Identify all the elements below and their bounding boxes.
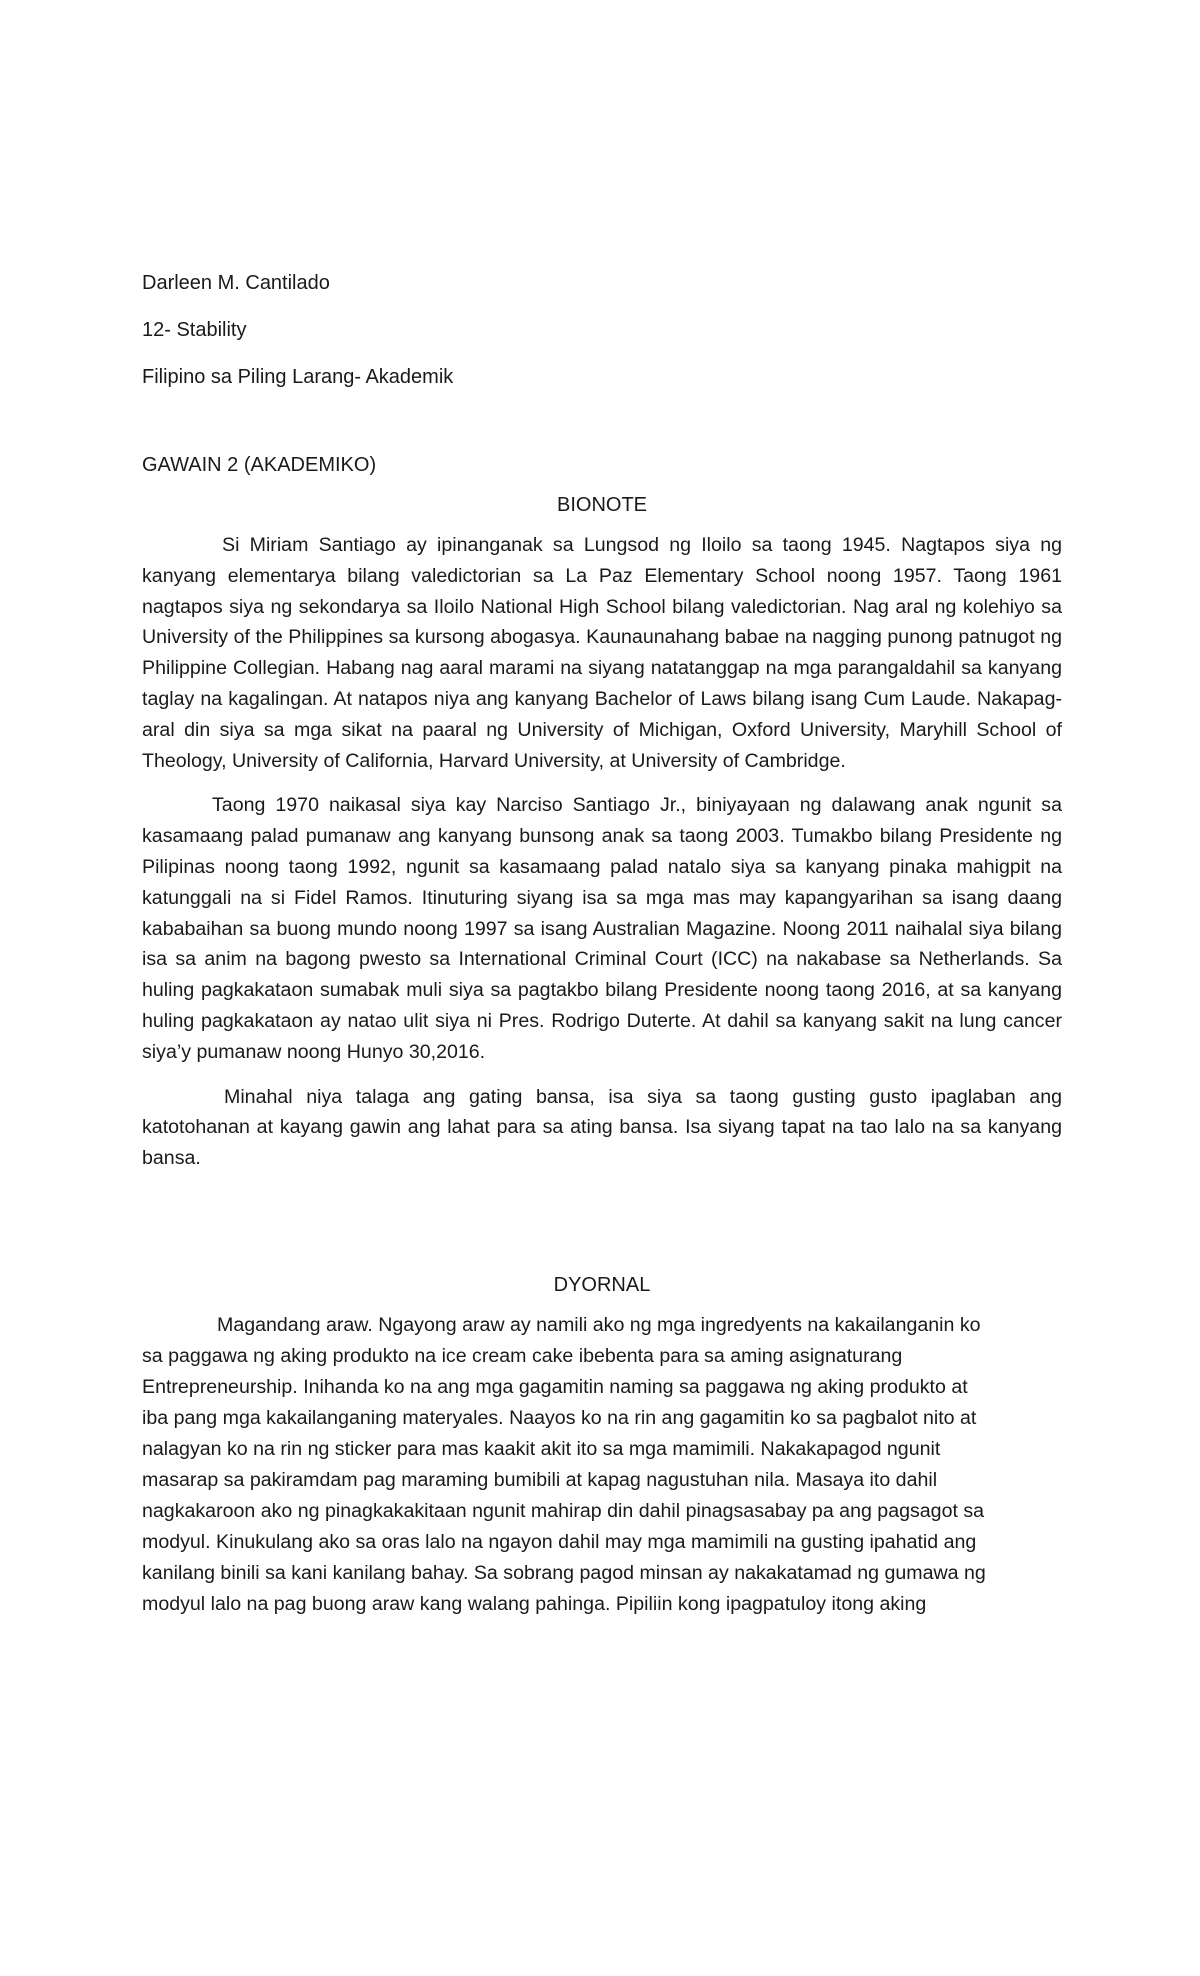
dyornal-line: iba pang mga kakailanganing materyales. Naayos ko na rin ang gagamitin ko sa pagbalot nito at [142, 1406, 977, 1429]
activity-title: GAWAIN 2 (AKADEMIKO) [142, 454, 377, 476]
dyornal-line: Magandang araw. Ngayong araw ay namili ako ng mga ingredyents na kakailanganin ko [217, 1313, 981, 1336]
student-name: Darleen M. Cantilado [142, 272, 330, 294]
dyornal-line: nalagyan ko na rin ng sticker para mas kaakit akit ito sa mga mamimili. Nakakapagod ngunit [142, 1437, 941, 1460]
document-content [142, 268, 1062, 1620]
subject-title: Filipino sa Piling Larang- Akademik [142, 366, 454, 388]
dyornal-line: nagkakaroon ako ng pinagkakakitaan ngunit mahirap din dahil pinagsasabay pa ang pagsagot sa [142, 1499, 985, 1522]
bionote-paragraph-3: Minahal niya talaga ang gating bansa, isa siya sa taong gusting gusto ipaglaban ang katotohanan at kayang gawin ang lahat para sa ating bansa. Isa siyang tapat na tao lalo na sa kanyang bansa. [142, 1085, 1062, 1170]
dyornal-body [142, 1310, 1062, 1620]
dyornal-line: Entrepreneurship. Inihanda ko na ang mga gagamitin naming sa paggawa ng aking produkto at [142, 1375, 968, 1398]
dyornal-heading: DYORNAL [553, 1273, 651, 1296]
dyornal-line: modyul lalo na pag buong araw kang walang pahinga. Pipiliin kong ipagpatuloy itong aking [142, 1592, 927, 1615]
bionote-heading: BIONOTE [556, 494, 647, 516]
bionote-paragraph-2: Taong 1970 naikasal siya kay Narciso Santiago Jr., biniyayaan ng dalawang anak ngunit sa kasamaang palad pumanaw ang kanyang bunsong anak sa taong 2003. Tumakbo bilang Presidente ng Pilipinas noong taong 1992, ngunit sa kasamaang palad natalo siya sa kanyang pinaka mahigpit na katunggali na si Fidel Ramos. Itinuturing siyang isa sa mga mas may kapangyarihan sa isang daang kababaihan sa buong mundo noong 1997 sa isang Australian Magazine. Noong 2011 naihalal siya bilang isa sa anim na bagong pwesto sa International Criminal Court (ICC) na nakabase sa Netherlands. Sa huling pagkakataon sumabak muli siya sa pagtakbo bilang Presidente noong taong 2016, at sa kanyang huling pagkakataon ay natao ulit siya ni Pres. Rodrigo Duterte. At dahil sa kanyang sakit na lung cancer siya’y pumanaw noong Hunyo 30,2016. [142, 794, 1062, 1063]
dyornal-line: masarap sa pakiramdam pag maraming bumibili at kapag nagustuhan nila. Masaya ito dahil [142, 1468, 938, 1491]
bionote-paragraph-1: Si Miriam Santiago ay ipinanganak sa Lungsod ng Iloilo sa taong 1945. Nagtapos siya ng kanyang elementarya bilang valedictorian sa La Paz Elementary School noong 1957. Taong 1961 nagtapos siya ng sekondarya sa Iloilo National High School bilang valedictorian. Nag aral ng kolehiyo sa University of the Philippines sa kursong abogasya. Kaunaunahang babae na nagging punong patnugot ng Philippine Collegian. Habang nag aaral marami na siyang natatanggap na mga parangaldahil sa kanyang taglay na kagalingan. At natapos niya ang kanyang Bachelor of Laws bilang isang Cum Laude. Nakapag-aral din siya sa mga sikat na paaral ng University of Michigan, Oxford University, Maryhill School of Theology, University of California, Harvard University, at University of Cambridge. [142, 534, 1062, 772]
dyornal-line: kanilang binili sa kani kanilang bahay. Sa sobrang pagod minsan ay nakakatamad ng gumawa ng [142, 1561, 986, 1584]
dyornal-line: modyul. Kinukulang ako sa oras lalo na ngayon dahil may mga mamimili na gusting ipahatid ang [142, 1530, 977, 1553]
dyornal-line: sa paggawa ng aking produkto na ice cream cake ibebenta para sa aming asignaturang [142, 1344, 903, 1367]
student-section: 12- Stability [142, 319, 247, 341]
